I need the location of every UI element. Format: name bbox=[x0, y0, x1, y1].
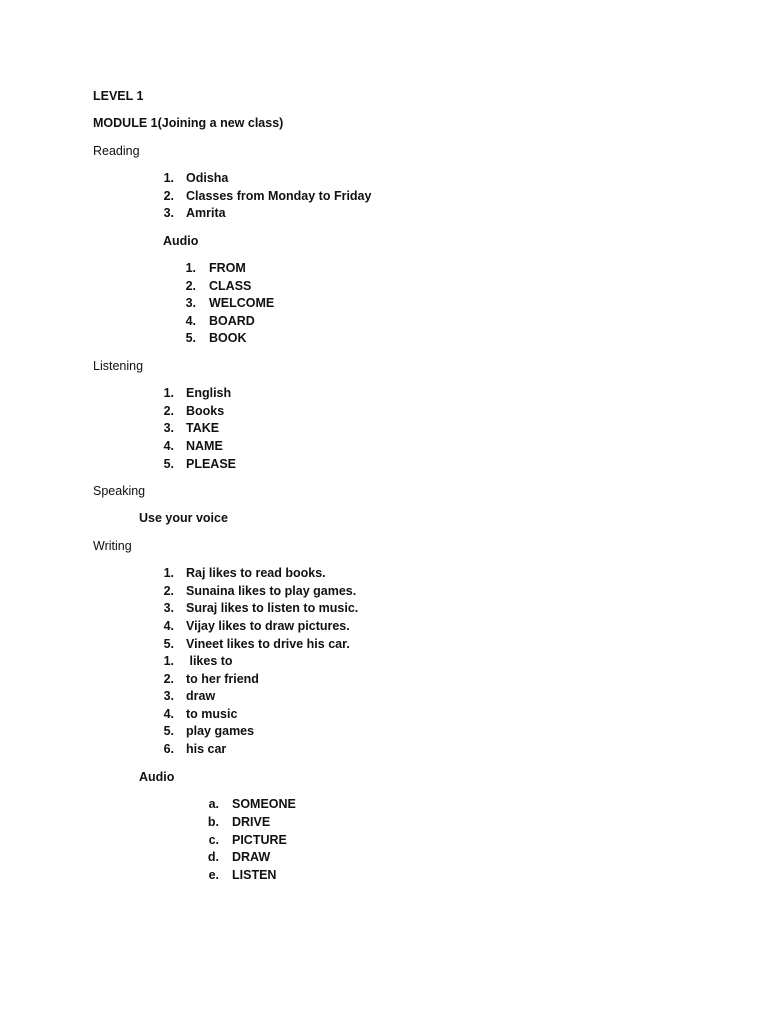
module-title: MODULE 1(Joining a new class) bbox=[93, 116, 284, 130]
writing-sentence-number: 1. bbox=[163, 566, 174, 580]
writing-phrase-number: 3. bbox=[163, 689, 174, 703]
listening-item-number: 5. bbox=[163, 457, 174, 471]
writing-phrase: likes to bbox=[186, 654, 233, 668]
writing-sentence-number: 4. bbox=[163, 619, 174, 633]
writing-phrase: his car bbox=[186, 742, 227, 756]
writing-phrase: to music bbox=[186, 707, 238, 721]
writing-heading: Writing bbox=[93, 539, 132, 553]
writing-phrase-number: 5. bbox=[163, 724, 174, 738]
reading-audio-heading: Audio bbox=[163, 234, 199, 248]
reading-item: Amrita bbox=[186, 206, 226, 220]
writing-sentence: Sunaina likes to play games. bbox=[186, 584, 357, 598]
writing-audio-item: LISTEN bbox=[232, 868, 277, 882]
audio-item-number: 3. bbox=[185, 296, 196, 310]
listening-item: English bbox=[186, 386, 232, 400]
writing-audio-heading: Audio bbox=[139, 770, 175, 784]
audio-item-number: 1. bbox=[185, 261, 196, 275]
listening-item-number: 1. bbox=[163, 386, 174, 400]
writing-audio-letter: e. bbox=[208, 868, 219, 882]
writing-phrase: play games bbox=[186, 724, 255, 738]
listening-item: Books bbox=[186, 404, 225, 418]
listening-item: NAME bbox=[186, 439, 223, 453]
speaking-text: Use your voice bbox=[139, 511, 228, 525]
writing-audio-letter: c. bbox=[208, 833, 219, 847]
writing-audio-letter: b. bbox=[207, 815, 219, 829]
listening-item: PLEASE bbox=[186, 457, 237, 471]
writing-sentence-number: 5. bbox=[163, 637, 174, 651]
writing-phrase-number: 1. bbox=[163, 654, 174, 668]
audio-item: WELCOME bbox=[209, 296, 275, 310]
audio-item: CLASS bbox=[209, 279, 252, 293]
audio-item: BOOK bbox=[209, 331, 247, 345]
level-title: LEVEL 1 bbox=[93, 89, 144, 103]
writing-audio-item: SOMEONE bbox=[232, 797, 296, 811]
audio-item: FROM bbox=[209, 261, 246, 275]
reading-heading: Reading bbox=[93, 144, 140, 158]
listening-item-number: 3. bbox=[163, 421, 174, 435]
speaking-heading: Speaking bbox=[93, 484, 146, 498]
writing-audio-item: PICTURE bbox=[232, 833, 287, 847]
writing-audio-item: DRAW bbox=[232, 850, 271, 864]
writing-audio-item: DRIVE bbox=[232, 815, 271, 829]
listening-heading: Listening bbox=[93, 359, 144, 373]
audio-item: BOARD bbox=[209, 314, 255, 328]
audio-item-number: 4. bbox=[185, 314, 196, 328]
reading-item-number: 1. bbox=[163, 171, 174, 185]
writing-sentence: Raj likes to read books. bbox=[186, 566, 326, 580]
writing-audio-letter: a. bbox=[208, 797, 219, 811]
writing-audio-letter: d. bbox=[207, 850, 219, 864]
writing-sentence-number: 3. bbox=[163, 601, 174, 615]
listening-item: TAKE bbox=[186, 421, 220, 435]
writing-phrase: to her friend bbox=[186, 672, 259, 686]
writing-phrase-number: 4. bbox=[163, 707, 174, 721]
writing-phrase-number: 2. bbox=[163, 672, 174, 686]
writing-sentence-number: 2. bbox=[163, 584, 174, 598]
listening-item-number: 4. bbox=[163, 439, 174, 453]
writing-phrase: draw bbox=[186, 689, 216, 703]
writing-sentence: Suraj likes to listen to music. bbox=[186, 601, 359, 615]
writing-phrase-number: 6. bbox=[163, 742, 174, 756]
reading-item: Odisha bbox=[186, 171, 229, 185]
reading-item-number: 3. bbox=[163, 206, 174, 220]
writing-sentence: Vijay likes to draw pictures. bbox=[186, 619, 350, 633]
audio-item-number: 2. bbox=[185, 279, 196, 293]
listening-item-number: 2. bbox=[163, 404, 174, 418]
audio-item-number: 5. bbox=[185, 331, 196, 345]
reading-item: Classes from Monday to Friday bbox=[186, 189, 372, 203]
reading-item-number: 2. bbox=[163, 189, 174, 203]
writing-sentence: Vineet likes to drive his car. bbox=[186, 637, 350, 651]
